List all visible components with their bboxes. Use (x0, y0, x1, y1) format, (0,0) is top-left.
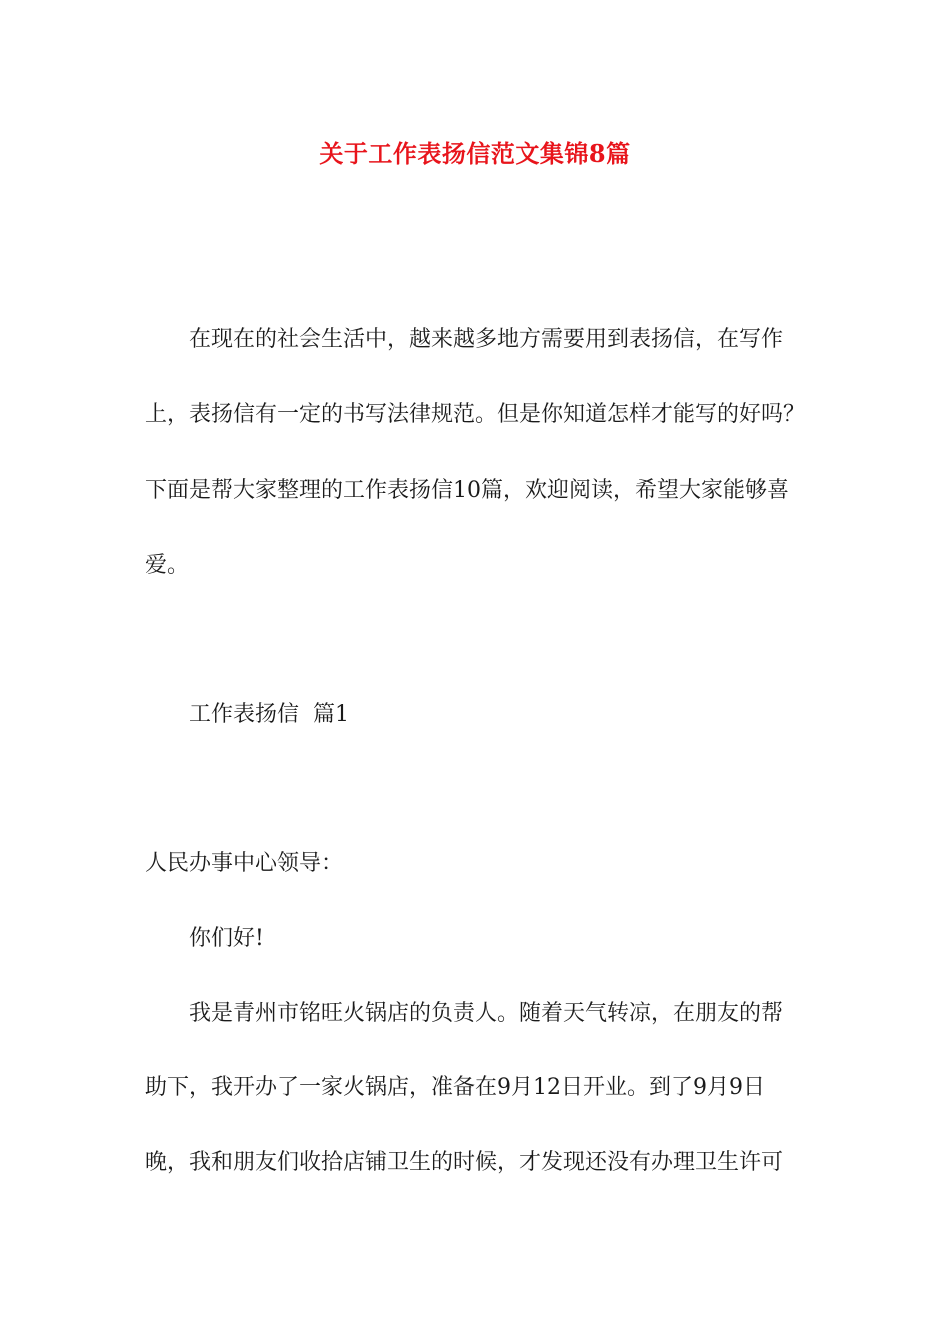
body-line-1: 我是青州市铭旺火锅店的负责人。随着天气转凉，在朋友的帮 (189, 1001, 784, 1026)
greeting: 你们好! (189, 926, 264, 951)
body-line-3: 晚，我和朋友们收拾店铺卫生的时候，才发现还没有办理卫生许可 (145, 1150, 784, 1175)
section-heading: 工作表扬信 篇1 (189, 702, 349, 727)
intro-line-2: 上，表扬信有一定的书写法律规范。但是你知道怎样才能写的好吗？ (145, 402, 806, 427)
document-title: 关于工作表扬信范文集锦8篇 (319, 139, 631, 168)
salutation: 人民办事中心领导： (145, 851, 344, 876)
intro-line-1: 在现在的社会生活中，越来越多地方需要用到表扬信，在写作 (189, 327, 784, 352)
body-line-2: 助下，我开办了一家火锅店，准备在9月12日开业。到了9月9日 (145, 1075, 765, 1100)
intro-line-3: 下面是帮大家整理的工作表扬信10篇，欢迎阅读，希望大家能够喜 (145, 478, 789, 503)
intro-line-4: 爱。 (145, 553, 190, 578)
